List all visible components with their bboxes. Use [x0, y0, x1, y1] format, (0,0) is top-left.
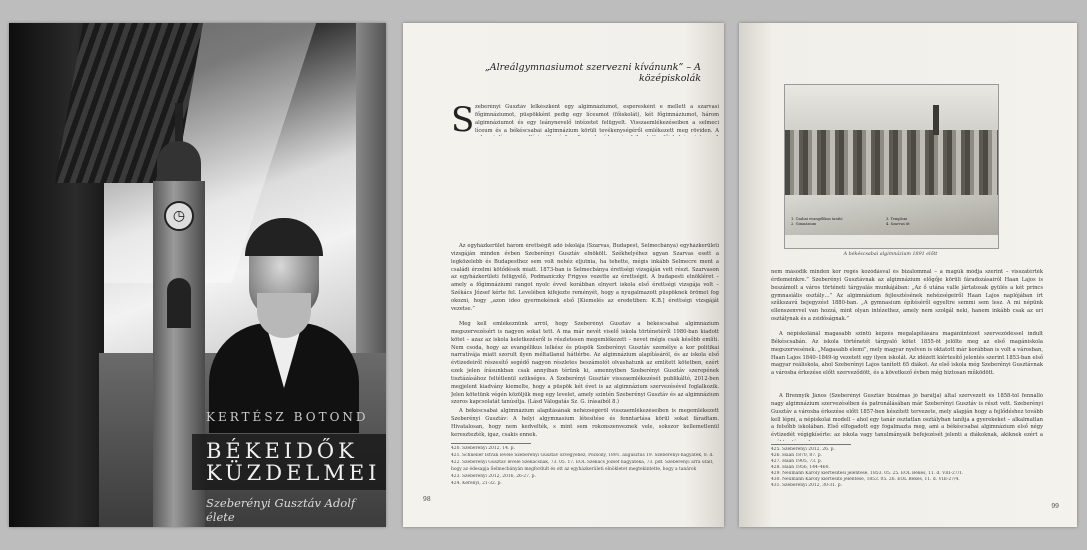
footnote-422: 422. Szeberényi Gusztáv levele Székácsnak, 73. 05. 17. EOL Székács József hagyatéka, 73. pdf. Szeberényi arra utalt, hogy az édesapja Selmecbányán megfordult és ott az egyházkerületi elnökletet megtekintette, hogy a tanárok [451, 460, 714, 472]
footnote-424: 424. Kerényi, 21-32. p. [451, 481, 502, 486]
footnote-rule [771, 444, 851, 445]
footnote-430: 430. Neumann Károly kiértesítő jelentése, 1853. 05. 26. EOL Békés, 11. d. VIII-27/4. [771, 477, 960, 482]
portrait-hair [245, 218, 323, 256]
clock-icon: ◷ [164, 201, 194, 231]
legend-item: 3. Templom [886, 217, 908, 221]
cover-author: KERTÉSZ BOTOND [206, 410, 369, 424]
footnote-425: 425. Szeberényi 2012, 26. p. [771, 447, 835, 452]
cover-title-line2: KÜZDELMEI [206, 461, 381, 485]
page-99 [739, 23, 1077, 527]
cover-title-band [192, 434, 386, 490]
paragraph-7: A Brennyik János (Szeberényi Gusztáv bizalmas jó barátja) által szervezett és 1858-tól fennálló nagy algimnázium szervezésében és patronálásában már Szeberényi Gusztáv is részt vett. Szeberényi Gusztáv a városba érkezése előtt 1857-ben készített tervezete, mely alapján hogy a fejlődéshez tovább kell lépni, a népiskolai modell – ahol egy tanár osztatlan osztályban tanítja a gyerekeket – alkalmatlan a felsőbb iskolában. Első elfogadott egy fogalmazta meg, ami a békéscsabai algimnázium első négy évtizedét végigkísérte: az iskola vagy tanulmányaik befejezését jelenti a diákoknak, akiknek ezért a [771, 393, 1043, 439]
footnote-423: 423. Szeberényi 2012, 2016, 26-27. p. [451, 474, 536, 479]
photo-legend [791, 217, 991, 227]
legend-item: 2. Gimnázium [791, 222, 817, 226]
tower-window [167, 278, 191, 328]
paragraph-5: nem második minden kor regés kozódásval és bizalommal – a magúk módja szerint – visszatérték érdemeinkre.” Szeberényi Gusztávnak az algimnázium előgője körüli fáradozásairól Haan Lajos is beszámolt a város történeti tárgyalás munkájában: „Az ő utána valle jártatosak gyülés a két princs gymnasiális osztály…” Az algimnázium fejlesztésének nehézségeiről Haan Lajos naplójában írt szűkszavú bejegyzést 1880-ban. „A gymnasium építéséről egyeltre semmi sem lesz. A mi népünk ellenszenvvel van hozzá, mint olyan intézethez, amely nem szolgál neki, hanem inkább csak az uri osztálynak és a zsidóságnak.” [771, 269, 1043, 323]
drop-cap: S [451, 100, 475, 140]
cover-title-line1: BÉKEIDŐK [206, 439, 358, 463]
footnote-421: 421. Schneller István levele Szeberényi Gusztáv özvegyéhez, Pozsony, 1891. augusztus 19. Szeberényi-hagyaték, 8. d. [451, 453, 714, 458]
footnote-429: 429. Neumann Károly kiértesítési jelentése, 1853. 05. 25. EOL Békés, 11. d. VIII-27/1. [771, 471, 964, 476]
tower-cap [157, 141, 201, 181]
cover-subtitle: Szeberényi Gusztáv Adolf élete [206, 496, 356, 524]
paragraph-3: Meg kell emlékeznünk arról, hogy Szeberényi Gusztáv a békéscsabai algimnázium megszervezésért is nagyon sokat tett. A ma már nevét viselő iskola történetéről 1980-ban kiadott kötet – azaz az iskola keletkezésről is részletesen megemlékezett – nevet mégis csak később említi. Nem csoda, hogy az evangélikus lelkész és püspök Szeberényi Gusztáv személye a kor politikai narratívája miatt szorult ilyen méltatlanul háttérbe. Az algimnázium alapításáról, és az iskola első évtizedeiről részesítő segédő nagyon részletes beszámolót olvashatunk az említett kötetben, ezért ezek jelen írásunkban csak annyiban térünk ki, amennyiben Szeberényi Gusztáv szerepének tisztázásához feltétlenül szükséges. A Szeberényi Gusztáv visszaemlékezését publikáltó, 2012-ben megjelent kiadvány kiemelte, hogy a püspök két évet is az algimnázium szervezésével foglalkozik. Jelen kötetünk végén közöljük meg egy levelet, amely szintén Szeberényi Gusztáv és az algimnázium szoros kapcsolatát tanúsítja. (Lásd Válogatás Sz. G. írásaiból 8.) [451, 321, 719, 406]
photo-road [785, 195, 998, 235]
footnote-420: 420. Szeberényi 2012, 14. p. [451, 446, 515, 451]
paragraph-6: A népiskolánál magasabb szintű képzés megalapítására magániintézet szerveződéssel indult Békéscsabán. Az iskola történetét tárgyaló kötet 1855-öt jelölte meg az első magániskola megszervesének. „Magasabb elemi”, mely magyar nyelven is oktatott már korábban is volt a városban, Haan Lajos 1840–1849-ig vezetett egy ilyen iskolát. Az idézett kiértesítő jelentés szerint 1853-ban első magyar reáliskola, ahol Szeberényi Lajos tanított 65 diákot. Az első iskola még Szeberényi Gusztávnak a városba érkezése előtt szerveződött, és a következő évben még biztosan működött. [771, 331, 1043, 377]
paragraph-4: A békéscsabai algimnázium alapításának nehézségéről visszaemlékezéseiben is megemlékezett Szeberényi Gusztáv: A helyi algymnasium létesítése és fenntartása körül sokat fáradtam. Hivatalosan, hogy nem kedvelték, s mint sem rokonszenveznek vele, sokszor kellemetlenül keresztezték, igaz, csakis ennek. [451, 408, 719, 438]
paragraph-1: zeberényi Gusztáv lelkészként egy algimnáziumot, esperesként e mellett a szarvasi főgimnáziumot, püspökként pedig egy líceumot (főiskolát), két főgimnáziumot, három algimnáziumot és egy leánynevelő intézetet felügyelt. Visszaemlékezéseiben a selmeci líceum és a békéscsabai algimnázium körüli tevékenységéről emlékezett meg röviden. A [475, 104, 719, 134]
paragraph-2: Az egyházkerület három érettségit adó iskolája (Szarvas, Budapest, Selmecbánya) egyházkerületi vizsgáján minden évben Szeberényi Gusztáv elnökölt. Székhelyéhez ugyan Szarvas esett a legközelebb és Budapesthez sem volt nehéz eljutnia, ha tehette, mégis inkább Selmecre ment a családi érzelmi kötődések miatt. 1873-ban is Selmecbánya érettségi vizsgáján vett részt. Szarvason az egyházkerületi felügyelő, Podmaniczky Frigyes vezette az érettségit. A budapesti elnökléret – amely a főgimnáziumi rangot nyolc évvel korábban elnyert iskola első érettségi vizsgája volt – Székács József kérte fel. Levelében kifejezte reményét, hogy a nyugalmazott püspöknek örömet fog okozni, hogy „azon ideo gyermekének első [Kiemelés az eredetiben: K.B.] érettségi vizsgáját vezetse.” [451, 243, 719, 312]
footnote-426: 426. Haan 1870, 87. p. [771, 453, 823, 458]
tower-spire [175, 103, 183, 143]
page-number-left: 98 [423, 496, 431, 503]
book-cover [9, 23, 386, 527]
portrait-szeberenyi [209, 218, 359, 428]
photo-caption: A békéscsabai algimnázium 1891 előtt [843, 252, 938, 257]
legend-item: 4. Szarvas út [886, 222, 910, 226]
footnote-427: 427. Haan 1905, 73. p. [771, 459, 823, 464]
legend-item: 1. Csabai evangélikus tanító [791, 217, 843, 221]
footnote-431: 431. Szeberényi 2012, 30-31. p. [771, 483, 842, 488]
footnote-428: 428. Haan 1956, 144–460. [771, 465, 830, 470]
page-number-right: 99 [1051, 503, 1059, 510]
footnote-rule [451, 443, 531, 444]
historic-photo [784, 84, 999, 249]
chapter-title: „Alreálgymnasiumot szervezni kívánunk” – A középiskolák [484, 62, 701, 84]
paragraph-1-continued [451, 136, 719, 244]
photo-steeple [933, 105, 939, 135]
cover-title-block [192, 410, 386, 524]
page-98 [403, 23, 724, 527]
